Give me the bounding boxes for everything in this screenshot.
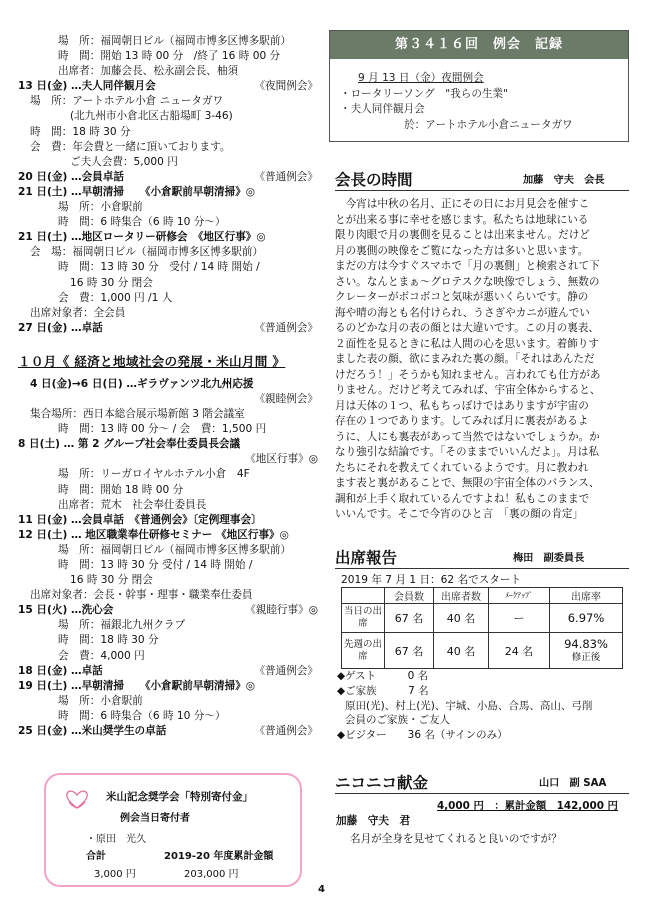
rate-note: 修正後 — [571, 651, 601, 663]
schedule-text: 出席者：加藤会長、松永副会長、柚須 — [58, 65, 239, 78]
donation-subtitle: 例会当日寄付者 — [120, 813, 190, 824]
heart-hands-icon — [64, 788, 90, 810]
schedule-line — [18, 483, 318, 498]
year-total-label: 2019-20 年度累計金額 — [164, 851, 274, 862]
schedule-text: 時 間：18 時 30 分 — [30, 125, 131, 138]
schedule-line — [18, 467, 318, 482]
schedule-line — [18, 664, 318, 679]
yoneyama-donation-box — [44, 773, 302, 887]
schedule-line — [18, 306, 318, 321]
rate-value: 94.83% — [564, 636, 608, 651]
essay-line: 存在の１つであります。してみれば月に裏表があるよ — [335, 415, 589, 427]
nico-title: ニコニコ献金 — [335, 774, 429, 792]
essay-line: 限り肉眼で月の裏側を見ることは出来ません。だけど — [335, 229, 590, 241]
essay-line: とが出来る事に幸せを感じます。私たちは地球にいる — [335, 213, 589, 226]
schedule-text: 12 日(土) … 地区職業奉仕研修セミナー 《地区行事》◎ — [18, 528, 289, 541]
essay-line: 今宵は中秋の名月、正にその日にお月見会を催すこ — [335, 198, 590, 210]
schedule-text: 場 所：福銀北九州クラブ — [58, 619, 186, 632]
page-number: 4 — [318, 884, 325, 895]
table-header-cell: ﾒｰｸｱｯﾌﾟ — [489, 588, 550, 604]
rate-cell: 6.97% — [550, 604, 623, 633]
october-schedule — [18, 377, 318, 739]
divider — [335, 190, 629, 191]
visitor-count: ◆ビジター 36 名（サインのみ） — [337, 729, 508, 742]
schedule-line — [18, 200, 318, 215]
schedule-text: 15 日(火) …洗心会 — [18, 604, 114, 617]
schedule-line — [18, 170, 318, 185]
essay-line: 月は天体の１つ、私もちっぽけではありますが宇宙の — [335, 399, 589, 412]
nico-section-header — [335, 771, 629, 793]
row-label: 当日の出席 — [342, 604, 385, 633]
schedule-line — [18, 618, 318, 633]
schedule-text: 会 場：福岡朝日ビル（福岡市博多区博多駅前） — [30, 246, 264, 259]
essay-line: けだろう！」そうかも知れません。言われても仕方があ — [335, 368, 601, 381]
schedule-line — [18, 558, 318, 573]
schedule-line — [18, 452, 318, 467]
essay-line: 月の裏側の映像をご覧になった方は多いと思います。 — [335, 244, 589, 257]
table-row — [342, 633, 623, 669]
schedule-text: 会 費：4,000 円 — [58, 649, 145, 662]
schedule-line — [18, 679, 318, 694]
schedule-text: 時 間：開始 18 時 00 分 — [58, 483, 184, 496]
meeting-type: 《普通例会》 — [254, 170, 318, 183]
family-note: 会員のご家族・ご友人 — [345, 714, 450, 727]
schedule-text: 集合場所：西日本総合展示場新館 3 階会議室 — [30, 408, 245, 421]
schedule-line — [18, 260, 318, 275]
schedule-line — [18, 603, 318, 618]
schedule-text: 出席対象者：全会員 — [30, 306, 126, 319]
essay-line: ます表と裏があることで、無限の宇宙全体のバランス、 — [335, 477, 600, 489]
nico-message: 名月が全身を見せてくれると良いのですが？ — [350, 833, 562, 845]
essay-line: 調和が上手く取れているんですよね！私もこのままで — [335, 492, 590, 505]
essay-line: クレーターがボコボコと気味が悪いくらいです。静の — [335, 291, 589, 303]
divider — [335, 793, 629, 794]
schedule-text: 場 所：リーガロイヤルホテル小倉 4F — [58, 468, 250, 481]
schedule-text: 18 日(金) …卓話 — [18, 664, 103, 677]
attendance-table — [341, 587, 623, 669]
total-label: 合計 — [86, 851, 106, 862]
schedule-line — [18, 125, 318, 140]
schedule-line — [18, 633, 318, 648]
record-date: 9 月 13 日（金）夜間例会 — [358, 72, 484, 84]
essay-line: りません。だけど考えてみれば、宇宙全体からすると、 — [335, 384, 601, 396]
schedule-text: 時 間：6 時集合（6 時 10 分～） — [58, 216, 226, 229]
schedule-line — [18, 109, 318, 124]
attendance-details — [337, 669, 592, 743]
schedule-text: 16 時 30 分 閉会 — [70, 276, 153, 289]
schedule-text: 4 日(金)→6 日(日) …ギラヴァンツ北九州応援 — [30, 377, 254, 390]
september-schedule — [18, 34, 318, 336]
essay-line: ました表の顔、欲にまみれた裏の顔。「それはあんただ — [335, 353, 595, 365]
schedule-line — [18, 709, 318, 724]
schedule-line — [18, 422, 318, 437]
schedule-line — [18, 649, 318, 664]
schedule-text: 場 所：福岡朝日ビル（福岡市博多区博多駅前） — [58, 543, 292, 556]
president-title: 会長の時間 — [335, 171, 413, 189]
schedule-line — [18, 140, 318, 155]
rate-cell — [550, 633, 623, 669]
nico-amount: 4,000 円 ：累計金額 142,000 円 — [437, 800, 618, 812]
donor-name: ・原田 光久 — [86, 834, 146, 845]
family-names: 原田(光)、村上(光)、宇城、小島、合馬、高山、弓削 — [345, 699, 593, 712]
essay-line: るのどかな月の表の顔とは大違いです。この月の裏表、 — [335, 322, 599, 334]
schedule-text: ご夫人会費：5,000 円 — [70, 155, 178, 168]
schedule-text: 場 所：アートホテル小倉 ニュータガワ — [30, 95, 224, 108]
schedule-text: 20 日(金) …会員卓話 — [18, 170, 124, 183]
schedule-line — [18, 245, 318, 260]
nico-donor: 加藤 守夫 君 — [336, 815, 411, 827]
schedule-text: 会 費：1,000 円 /1 人 — [58, 291, 173, 304]
schedule-line — [18, 528, 318, 543]
schedule-line — [18, 437, 318, 452]
members-cell: 67 名 — [385, 633, 434, 669]
attend-cell: 40 名 — [434, 604, 489, 633]
schedule-line — [18, 724, 318, 739]
schedule-line — [18, 573, 318, 588]
essay-line: まだの方は今すぐスマホで「月の裏側」と検索されて下 — [335, 260, 600, 272]
schedule-line — [18, 513, 318, 528]
guest-count: ◆ゲスト 0 名 — [337, 670, 429, 682]
schedule-line — [18, 291, 318, 306]
schedule-text: 出席者：荒木 社会奉仕委員長 — [58, 498, 207, 511]
schedule-text: 時 間：開始 13 時 00 分 /終了 16 時 00 分 — [58, 50, 281, 63]
row-label: 先週の出席 — [342, 633, 385, 669]
schedule-line — [18, 94, 318, 109]
schedule-line — [18, 392, 318, 407]
schedule-text: 21 日(土) …地区ロータリー研修会 《地区行事》◎ — [18, 231, 266, 244]
meeting-record-title: 第３４１６回 例会 記録 — [330, 31, 628, 59]
table-row — [342, 604, 623, 633]
makeup-cell: 24 名 — [489, 633, 550, 669]
schedule-text: 19 日(土) …早朝清掃 《小倉駅前早朝清掃》◎ — [18, 679, 256, 692]
schedule-line — [18, 230, 318, 245]
schedule-text: 出席対象者：会長・幹事・理事・職業奉仕委員 — [30, 589, 253, 602]
schedule-text: 21 日(土) …早朝清掃 《小倉駅前早朝清掃》◎ — [18, 185, 256, 198]
schedule-text: 時 間：13 時 30 分 受付 / 14 時 開始 / — [58, 559, 253, 571]
schedule-text: 16 時 30 分 閉会 — [70, 574, 153, 587]
schedule-text: 11 日(金) …会員卓話 《普通例会》〔定例理事会〕 — [18, 513, 262, 526]
essay-line: 海や晴の海とも名付けられ、うさぎやカニが遊んでい — [335, 306, 590, 319]
schedule-line — [18, 543, 318, 558]
table-header-cell — [342, 588, 385, 604]
table-header-cell: 出席者数 — [434, 588, 489, 604]
donation-title: 米山記念奨学会「特別寄付金」 — [106, 791, 253, 803]
essay-line: さい。なんとまぁ～グロテスクな映像でしょう、無数の — [335, 275, 600, 288]
table-header-cell: 出席率 — [550, 588, 623, 604]
schedule-line — [18, 49, 318, 64]
schedule-line — [18, 407, 318, 422]
meeting-type: 《地区行事》◎ — [245, 453, 318, 466]
meeting-type: 《親睦例会》 — [254, 392, 318, 405]
family-count: ◆ご家族 7 名 — [337, 684, 429, 697]
october-heading: １０月《 経済と地域社会の発展・米山月間 》 — [18, 353, 286, 369]
schedule-text: 13 日(金) …夫人同伴観月会 — [18, 80, 156, 93]
record-song: ・ロータリーソング "我らの生業" — [340, 87, 509, 100]
makeup-cell: ー — [489, 604, 550, 633]
schedule-line — [18, 34, 318, 49]
table-header-cell: 会員数 — [385, 588, 434, 604]
nico-author: 山口 副 SAA — [539, 778, 607, 789]
attendance-section-header — [335, 546, 629, 568]
schedule-text: 8 日(土) … 第 2 グループ社会奉仕委員長会議 — [18, 438, 241, 451]
schedule-column — [18, 34, 318, 739]
schedule-text: 時 間：6 時集合（6 時 10 分～） — [58, 709, 226, 722]
essay-line: いいんです。そこで今宵のひと言 「裏の顔の肯定」 — [335, 508, 584, 520]
schedule-line — [18, 276, 318, 291]
record-event: ・夫人同伴観月会 — [340, 103, 425, 116]
schedule-text: 会 費：年会費と一緒に頂いております。 — [30, 140, 231, 153]
schedule-text: 場 所：小倉駅前 — [58, 694, 143, 707]
schedule-line — [18, 185, 318, 200]
year-total-value: 203,000 円 — [184, 869, 239, 880]
meeting-type: 《親睦行事》◎ — [245, 604, 318, 617]
schedule-line — [18, 377, 318, 392]
president-section-header — [335, 168, 629, 190]
attendance-author: 梅田 副委員長 — [513, 553, 585, 564]
meeting-type: 《普通例会》 — [254, 321, 318, 334]
schedule-text: (北九州市小倉北区古船場町 3-46) — [70, 110, 233, 123]
schedule-text: 時 間：18 時 30 分 — [58, 634, 159, 647]
schedule-line — [18, 64, 318, 79]
meeting-record-box — [329, 30, 629, 142]
schedule-line — [18, 694, 318, 709]
schedule-text: 時 間：13 時 30 分 受付 / 14 時 開始 / — [58, 261, 260, 274]
essay-line: なり強引な結論です。「そのままでいいんだよ」。月は私 — [335, 446, 599, 458]
essay-line: たちにそれを教えてくれているようです。月に教われ — [335, 461, 589, 474]
schedule-line — [18, 79, 318, 94]
schedule-text: 場 所：福岡朝日ビル（福岡市博多区博多駅前） — [58, 35, 292, 47]
schedule-text: 時 間：13 時 00 分～ / 会 費：1,500 円 — [58, 423, 267, 436]
schedule-text: 27 日(金) …卓話 — [18, 321, 103, 334]
schedule-text: 場 所：小倉駅前 — [58, 201, 143, 214]
essay-line: ２面性を見るときに私は人間の心を思います。着飾りす — [335, 337, 599, 350]
total-value: 3,000 円 — [94, 869, 136, 880]
schedule-line — [18, 155, 318, 170]
schedule-line — [18, 321, 318, 336]
schedule-text: 25 日(金) …米山奨学生の卓話 — [18, 725, 167, 738]
schedule-line — [18, 498, 318, 513]
attendance-title: 出席報告 — [335, 549, 398, 567]
attend-cell: 40 名 — [434, 633, 489, 669]
schedule-line — [18, 215, 318, 230]
schedule-line — [18, 588, 318, 603]
attendance-start: 2019 年 7 月 1 日：62 名でスタート — [341, 574, 522, 586]
members-cell: 67 名 — [385, 604, 434, 633]
record-venue: 於：アートホテル小倉ニュータガワ — [404, 118, 573, 131]
meeting-type: 《普通例会》 — [254, 664, 318, 677]
meeting-type: 《夜間例会》 — [254, 80, 318, 93]
president-essay — [335, 197, 629, 523]
meeting-type: 《普通例会》 — [254, 725, 318, 738]
divider — [335, 568, 629, 569]
president-author: 加藤 守夫 会長 — [523, 175, 605, 186]
essay-line: うに、人にも裏表があって当然ではないでしょうか。か — [335, 430, 600, 443]
